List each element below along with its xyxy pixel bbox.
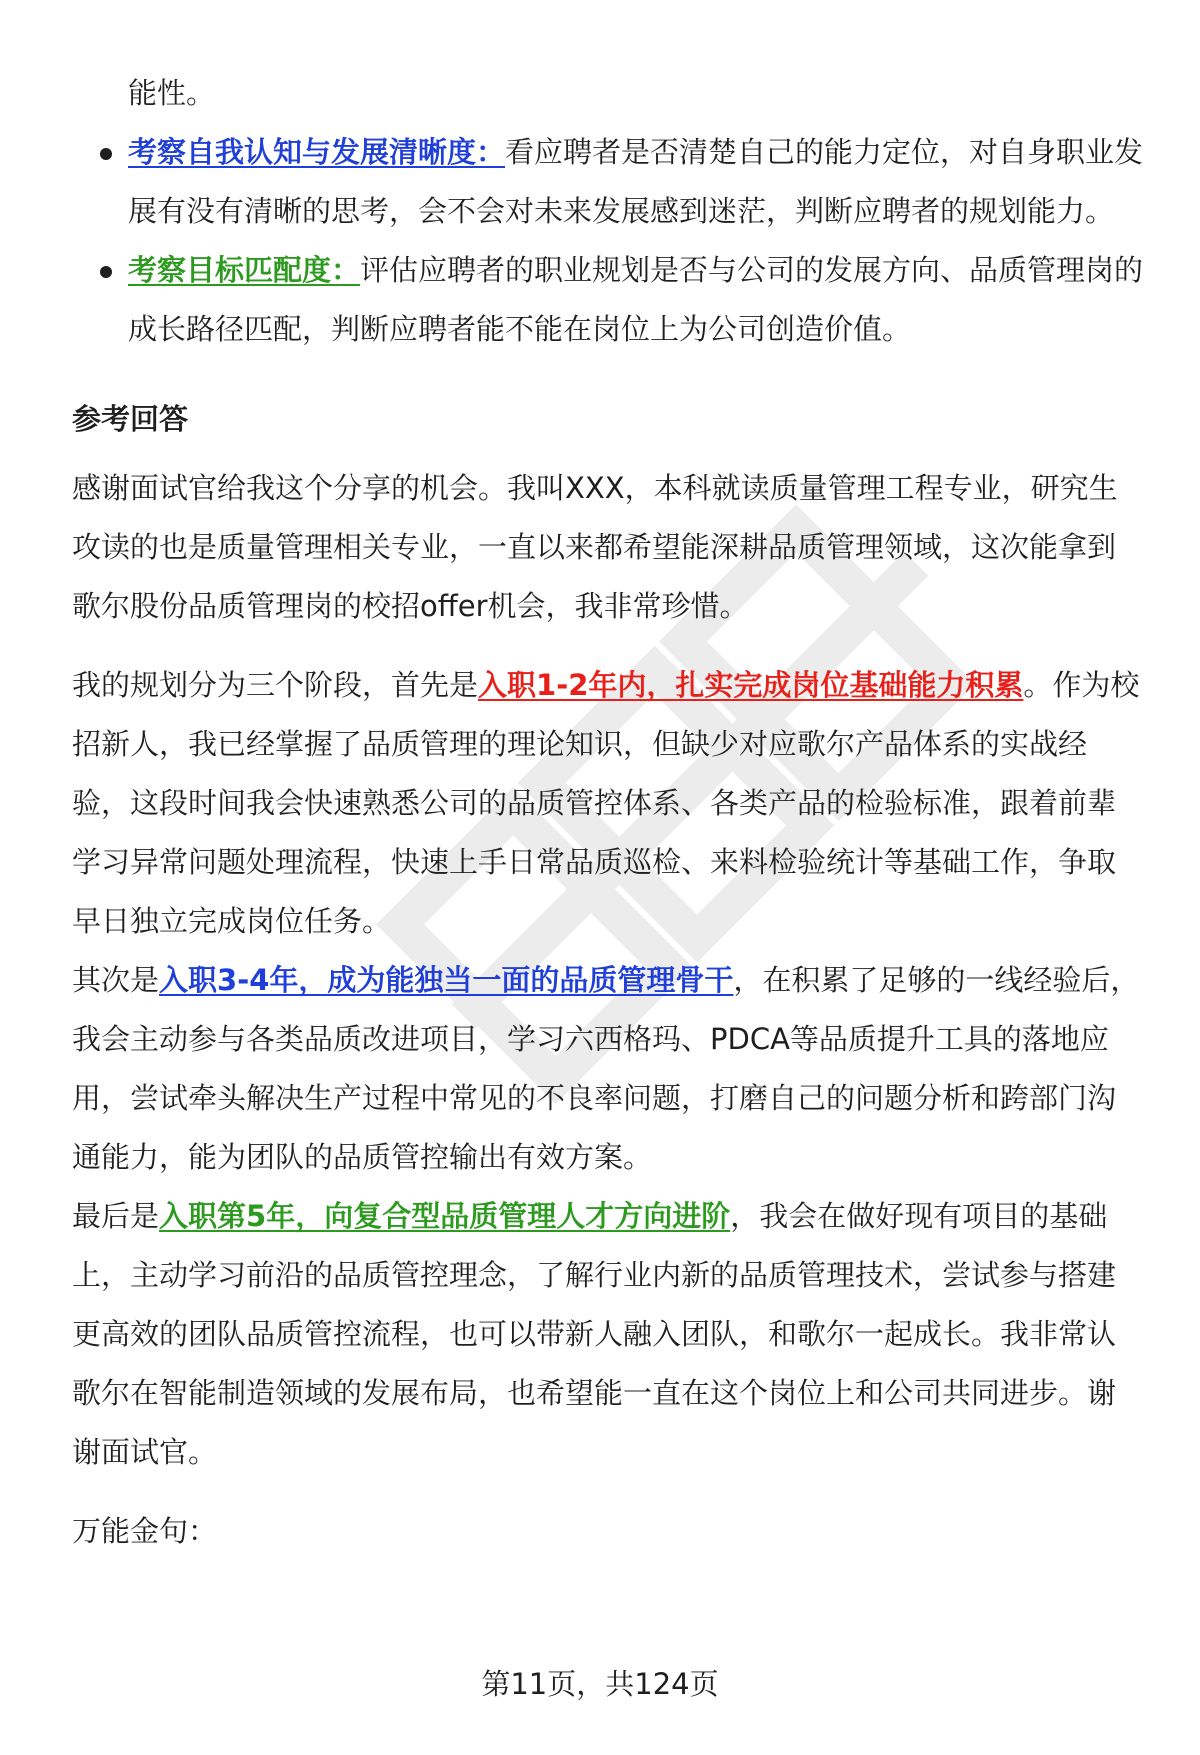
stage-paragraph	[72, 656, 1144, 951]
stage-suffix: 。作为校招新人，我已经掌握了品质管理的理论知识，但缺少对应歌尔产品体系的实战经验，这段时间我会快速熟悉公司的品质管控体系、各类产品的检验标准，跟着前辈学习异常问题处理流程，快速上手日常品质巡检、来料检验统计等基础工作，争取早日独立完成岗位任务。	[72, 668, 1140, 938]
criteria-list	[72, 123, 1144, 359]
section-heading: 参考回答	[72, 402, 189, 436]
criterion-text: 看应聘者是否清楚自己的能力定位，对自身职业发展有没有清晰的思考，会不会对未来发展感到迷茫，判断应聘者的规划能力。	[128, 135, 1144, 228]
bullet-dot-icon	[100, 148, 112, 160]
stage-highlight: 入职1-2年内，扎实完成岗位基础能力积累	[478, 668, 1024, 702]
list-item	[72, 241, 1144, 359]
document-body	[72, 64, 1144, 1561]
bullet-dot-icon	[100, 266, 112, 278]
intro-paragraph: 感谢面试官给我这个分享的机会。我叫XXX，本科就读质量管理工程专业，研究生攻读的也是质量管理相关专业，一直以来都希望能深耕品质管理领域，这次能拿到歌尔股份品质管理岗的校招offer机会，我非常珍惜。	[72, 471, 1118, 623]
stage-paragraph	[72, 951, 1144, 1187]
criterion-text: 评估应聘者的职业规划是否与公司的发展方向、品质管理岗的成长路径匹配，判断应聘者能不能在岗位上为公司创造价值。	[128, 253, 1144, 346]
stage-suffix: ，我会在做好现有项目的基础上，主动学习前沿的品质管控理念，了解行业内新的品质管理技术，尝试参与搭建更高效的团队品质管控流程，也可以带新人融入团队，和歌尔一起成长。我非常认歌尔在智能制造领域的发展布局，也希望能一直在这个岗位上和公司共同进步。谢谢面试官。	[72, 1199, 1117, 1469]
stage-highlight: 入职3-4年，成为能独当一面的品质管理骨干	[159, 963, 734, 997]
paragraph-gap	[72, 1482, 1144, 1502]
stage-prefix: 最后是	[72, 1199, 160, 1233]
stage-suffix: ，在积累了足够的一线经验后，我会主动参与各类品质改进项目，学习六西格玛、PDCA等品质提升工具的落地应用，尝试牵头解决生产过程中常见的不良率问题，打磨自己的问题分析和跨部门沟通能力，能为团队的品质管控输出有效方案。	[72, 963, 1140, 1174]
list-item	[72, 123, 1144, 241]
stage-paragraph	[72, 1187, 1144, 1482]
criterion-title: 考察自我认知与发展清晰度：	[128, 135, 506, 169]
stage-prefix: 其次是	[72, 963, 160, 997]
closing-label: 万能金句：	[72, 1514, 218, 1548]
page-number: 第11页，共124页	[481, 1667, 719, 1701]
criterion-title: 考察目标匹配度：	[128, 253, 361, 287]
paragraph-gap	[72, 636, 1144, 656]
continuation-text: 能性。	[128, 76, 216, 110]
stage-prefix: 我的规划分为三个阶段，首先是	[72, 668, 479, 702]
stage-highlight: 入职第5年，向复合型品质管理人才方向进阶	[159, 1199, 731, 1233]
